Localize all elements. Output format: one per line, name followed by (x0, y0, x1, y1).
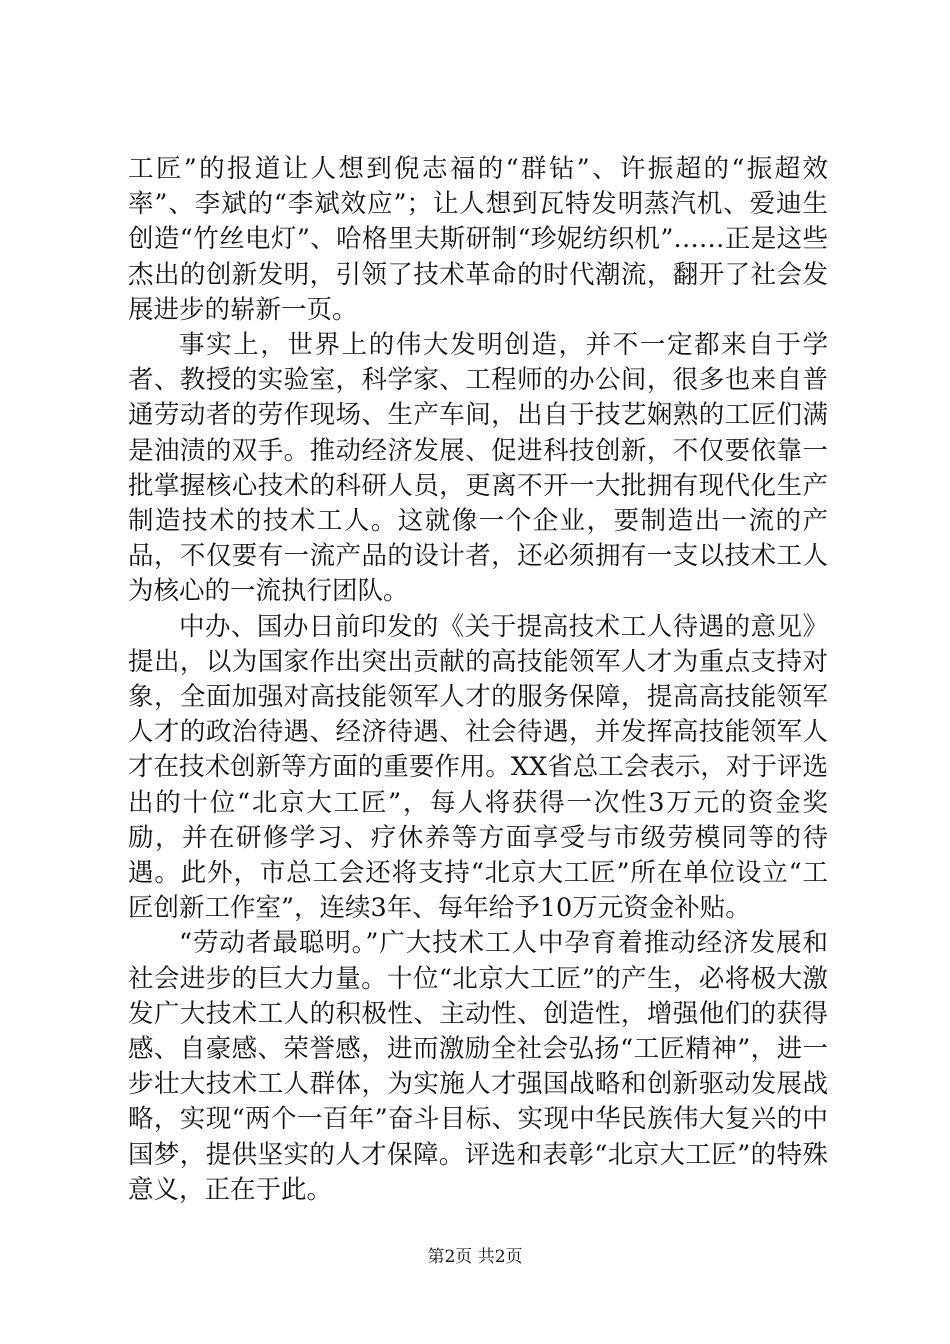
paragraph-3: 中办、国办日前印发的《关于提高技术工人待遇的意见》提出，以为国家作出突出贡献的高技能领军人才为重点支持对象，全面加强对高技能领军人才的服务保障，提高高技能领军人才的政治待遇、经济待遇、社会待遇，并发挥高技能领军人才在技术创新等方面的重要作用。XX省总工会表示，对于评选出的十位“北京大工匠”，每人将获得一次性3万元的资金奖励，并在研修学习、疗休养等方面享受与市级劳模同等的待遇。此外，市总工会还将支持“北京大工匠”所在单位设立“工匠创新工作室”，连续3年、每年给予10万元资金补贴。 (128, 611, 828, 924)
page-number-footer: 第2页 共2页 (427, 1247, 523, 1267)
paragraph-2: 事实上，世界上的伟大发明创造，并不一定都来自于学者、教授的实验室，科学家、工程师的办公间，很多也来自普通劳动者的劳作现场、生产车间，出自于技艺娴熟的工匠们满是油渍的双手。推动经济发展、促进科技创新，不仅要依靠一批掌握核心技术的科研人员，更离不开一大批拥有现代化生产制造技术的技术工人。这就像一个企业，要制造出一流的产品，不仅要有一流产品的设计者，还必须拥有一支以技术工人为核心的一流执行团队。 (128, 330, 828, 607)
paragraph-4: “劳动者最聪明。”广大技术工人中孕育着推动经济发展和社会进步的巨大力量。十位“北京大工匠”的产生，必将极大激发广大技术工人的积极性、主动性、创造性，增强他们的获得感、自豪感、荣誉感，进而激励全社会弘扬“工匠精神”，进一步壮大技术工人群体，为实施人才强国战略和创新驱动发展战略，实现“两个一百年”奋斗目标、实现中华民族伟大复兴的中国梦，提供坚实的人才保障。评选和表彰“北京大工匠”的特殊意义，正在于此。 (128, 928, 828, 1205)
paragraph-1: 工匠”的报道让人想到倪志福的“群钻”、许振超的“振超效率”、李斌的“李斌效应”；让人想到瓦特发明蒸汽机、爱迪生创造“竹丝电灯”、哈格里夫斯研制“珍妮纺织机”……正是这些杰出的创新发明，引领了技术革命的时代潮流，翻开了社会发展进步的崭新一页。 (128, 154, 828, 325)
document-body (128, 152, 828, 1208)
